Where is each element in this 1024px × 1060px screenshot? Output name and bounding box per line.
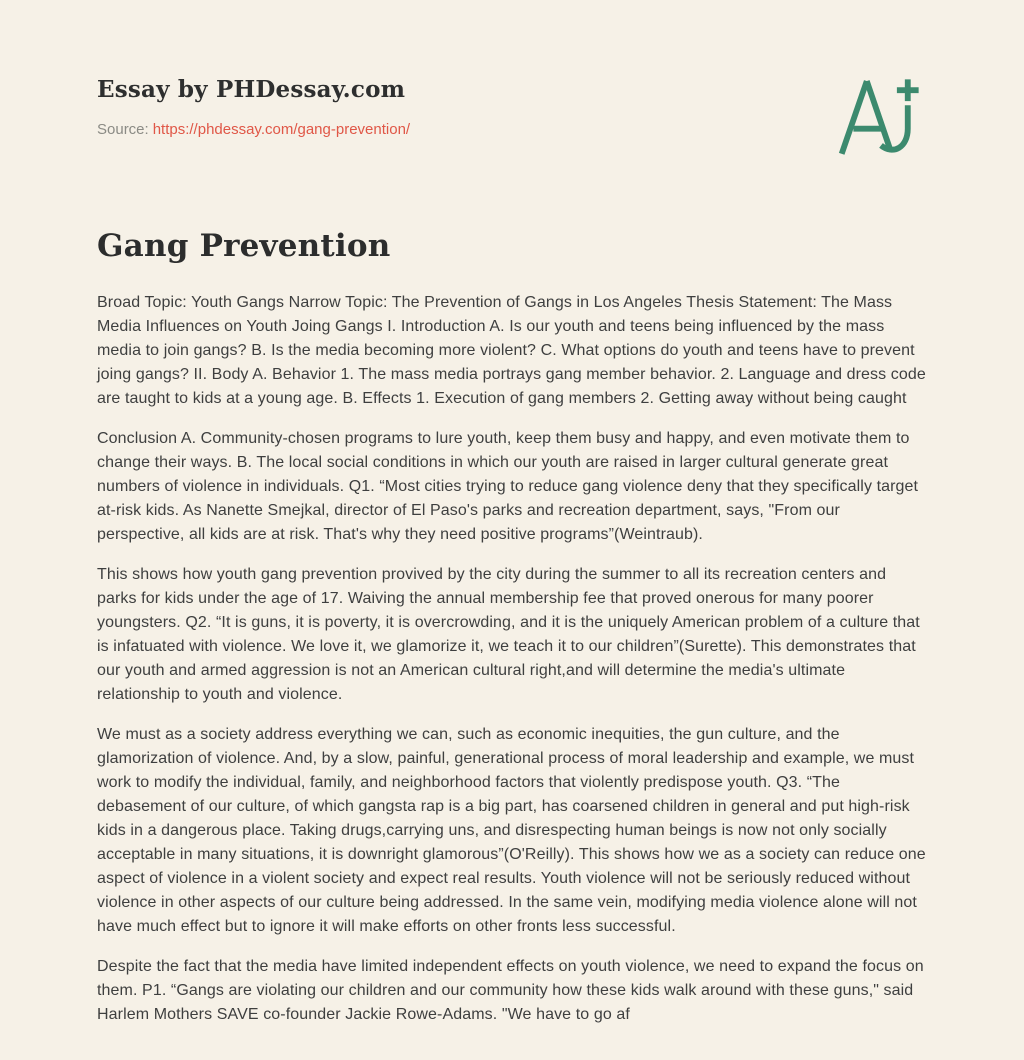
header-text-block (97, 76, 410, 138)
source-link[interactable]: https://phdessay.com/gang-prevention/ (152, 121, 411, 138)
brand-title: Essay by PHDessay.com (97, 76, 406, 103)
header (97, 0, 927, 160)
essay-paragraph: Broad Topic: Youth Gangs Narrow Topic: The Prevention of Gangs in Los Angeles Thesis Statement: The Mass Media Influences on Youth Joing Gangs I. Introduction A. Is our youth and teens being influenced by the mass media to join gangs? B. Is the media becoming more violent? C. What options do youth and teens have to prevent joing gangs? II. Body A. Behavior 1. The mass media portrays gang member behavior. 2. Language and dress code are taught to kids at a young age. B. Effects 1. Execution of gang members 2. Getting away without being caught (97, 294, 926, 407)
essay-paragraph: Conclusion A. Community-chosen programs to lure youth, keep them busy and happy, and even motivate them to change their ways. B. The local social conditions in which our youth are raised in larger cultural generate great numbers of violence in individuals. Q1. “Most cities trying to reduce gang violence deny that they specifically target at-risk kids. As Nanette Smejkal, director of El Paso's parks and recreation department, says, "From our perspective, all kids are at risk. That's why they need positive programs”(Weintraub). (97, 430, 919, 543)
essay-body (97, 291, 927, 1027)
source-label: Source: (97, 121, 149, 138)
essay-paragraph: This shows how youth gang prevention provived by the city during the summer to all its recreation centers and parks for kids under the age of 17. Waiving the annual membership fee that proved onerous for many poorer youngsters. Q2. “It is guns, it is poverty, it is overcrowding, and it is the uniquely American problem of a culture that is infatuated with violence. We love it, we glamorize it, we teach it to our children”(Surette). This demonstrates that our youth and armed aggression is not an American cultural right,and will determine the media's ultimate relationship to youth and violence. (97, 566, 920, 703)
essay-paragraph: We must as a society address everything we can, such as economic inequities, the gun culture, and the glamorization of violence. And, by a slow, painful, generational process of moral leadership and example, we must work to modify the individual, family, and neighborhood factors that violently predispose youth. Q3. “The debasement of our culture, of which gangsta rap is a big part, has coarsened children in general and put high-risk kids in a dangerous place. Taking drugs,carrying uns, and disrespecting human beings is now not only socially acceptable in many situations, it is downright glamorous”(O'Reilly). This shows how we as a society can reduce one aspect of violence in a violent society and expect real results. Youth violence will not be seriously reduced without violence in other aspects of our culture being addressed. In the same vein, modifying media violence alone will not have much effect but to ignore it will make efforts on other fronts less successful. (97, 726, 926, 935)
essay-title: Gang Prevention (97, 228, 391, 264)
essay-paragraph: Despite the fact that the media have limited independent effects on youth violence, we need to expand the focus on them. P1. “Gangs are violating our children and our community how these kids walk around with these guns," said Harlem Mothers SAVE co-founder Jackie Rowe-Adams. "We have to go af (97, 958, 924, 1023)
phdessay-a-plus-logo-icon (835, 74, 927, 160)
source-line (97, 121, 410, 138)
